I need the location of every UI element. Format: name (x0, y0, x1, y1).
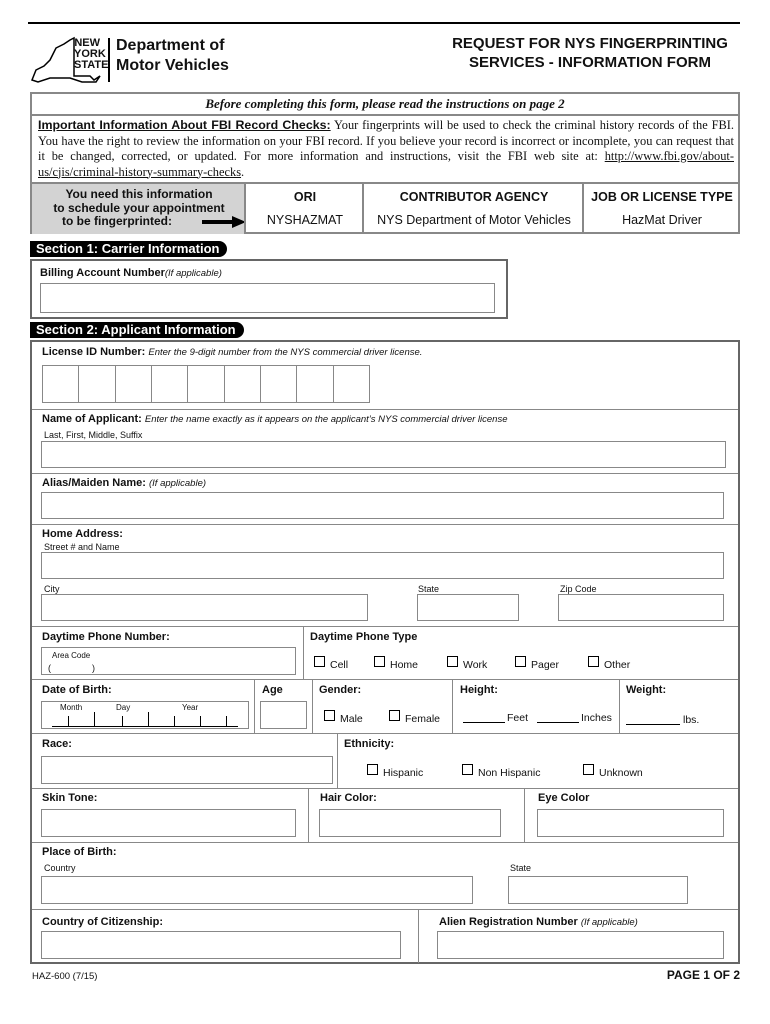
divider-vertical (312, 680, 313, 733)
pob-country-sublabel: Country (44, 863, 76, 873)
cell-checkbox[interactable] (314, 656, 325, 667)
feet-input[interactable] (463, 722, 505, 723)
age-input[interactable] (260, 701, 307, 729)
hispanic-checkbox[interactable] (367, 764, 378, 775)
divider (32, 679, 738, 680)
state-input[interactable] (417, 594, 519, 621)
dob-tick (122, 716, 123, 726)
agency-column: CONTRIBUTOR AGENCY NYS Department of Motor Vehicles (362, 184, 584, 234)
right-arrow-icon (202, 216, 246, 228)
divider-vertical (524, 789, 525, 842)
top-rule (28, 22, 740, 24)
divider (32, 473, 738, 474)
license-label: License ID Number: Enter the 9-digit number from the NYS commercial driver license. (42, 346, 423, 358)
address-label: Home Address: (42, 528, 123, 540)
home-checkbox[interactable] (374, 656, 385, 667)
divider (32, 909, 738, 910)
other-checkbox[interactable] (588, 656, 599, 667)
logo-state-text: NEW YORK STATE (74, 37, 109, 71)
appointment-note: You need this information to schedule your appointment to be fingerprinted: (32, 184, 246, 234)
inches-label: Inches (581, 712, 612, 724)
unknown-label: Unknown (599, 767, 643, 779)
non-hispanic-checkbox[interactable] (462, 764, 473, 775)
billing-account-input[interactable] (40, 283, 495, 313)
digit-box[interactable] (188, 366, 224, 402)
fbi-notice: Important Information About FBI Record Checks: Your fingerprints will be used to check the criminal history records of the FBI. You have the right to review the information on your FBI record. If you believe your record is incorrect or incomplete, you can request that it be changed, corrected, or updated. For more information and instructions, visit the FBI web site at: http://www.fbi.gov/about-us/cjis/criminal-history-summary-checks. (38, 118, 734, 179)
dmv-logo (30, 36, 250, 90)
form-id: HAZ-600 (7/15) (32, 971, 98, 982)
age-label: Age (262, 684, 283, 696)
digit-box[interactable] (43, 366, 79, 402)
female-checkbox[interactable] (389, 710, 400, 721)
eye-color-label: Eye Color (538, 792, 590, 804)
hispanic-label: Hispanic (383, 767, 424, 779)
zip-sublabel: Zip Code (560, 584, 597, 594)
divider (32, 733, 738, 734)
dob-tick (174, 716, 175, 726)
day-label: Day (116, 703, 131, 712)
pager-label: Pager (531, 659, 560, 671)
hair-color-input[interactable] (319, 809, 501, 837)
eye-color-input[interactable] (537, 809, 724, 837)
dob-baseline (52, 726, 238, 727)
divider (32, 842, 738, 843)
pob-state-sublabel: State (510, 863, 532, 873)
work-label: Work (463, 659, 488, 671)
gender-label: Gender: (319, 684, 362, 696)
weight-input[interactable] (626, 724, 680, 725)
dob-tick (226, 716, 227, 726)
dob-label: Date of Birth: (42, 684, 112, 696)
work-checkbox[interactable] (447, 656, 458, 667)
pob-label: Place of Birth: (42, 846, 117, 858)
city-input[interactable] (41, 594, 368, 621)
applicant-name-input[interactable] (41, 441, 726, 468)
inches-input[interactable] (537, 722, 579, 723)
dob-input[interactable] (41, 701, 249, 729)
notice-box (30, 92, 740, 234)
section1-title: Section 1: Carrier Information (30, 241, 227, 257)
ethnicity-label: Ethnicity: (344, 738, 395, 750)
logo-divider (108, 38, 110, 82)
phone-input[interactable] (41, 647, 296, 675)
appointment-info-row (32, 182, 738, 234)
phone-label: Daytime Phone Number: (42, 631, 170, 643)
citizenship-input[interactable] (41, 931, 401, 959)
name-sublabel: Last, First, Middle, Suffix (44, 430, 143, 440)
city-sublabel: City (44, 584, 60, 594)
job-column: JOB OR LICENSE TYPE HazMat Driver (582, 184, 740, 234)
race-input[interactable] (41, 756, 333, 784)
pob-country-input[interactable] (41, 876, 473, 904)
skin-tone-input[interactable] (41, 809, 296, 837)
divider-vertical (254, 680, 255, 733)
alias-label: Alias/Maiden Name: (If applicable) (42, 477, 207, 489)
pob-state-input[interactable] (508, 876, 688, 904)
divider-vertical (337, 734, 338, 788)
ori-column: ORI NYSHAZMAT (244, 184, 364, 234)
form-title: REQUEST FOR NYS FINGERPRINTING SERVICES - INFORMATION FORM (452, 35, 728, 71)
divider-vertical (303, 627, 304, 679)
section1-box (30, 259, 508, 319)
digit-box[interactable] (261, 366, 297, 402)
month-label: Month (60, 703, 83, 712)
section2-title: Section 2: Applicant Information (30, 322, 244, 338)
alien-number-label: Alien Registration Number (If applicable) (439, 916, 638, 928)
dob-tick (68, 716, 69, 726)
dob-tick (148, 712, 149, 726)
digit-box[interactable] (225, 366, 261, 402)
notice-heading: Before completing this form, please read the instructions on page 2 (32, 94, 738, 116)
year-label: Year (182, 703, 199, 712)
weight-label: Weight: (626, 684, 667, 696)
phone-type-label: Daytime Phone Type (310, 631, 418, 643)
state-sublabel: State (418, 584, 440, 594)
divider-vertical (308, 789, 309, 842)
feet-label: Feet (507, 712, 529, 724)
pager-checkbox[interactable] (515, 656, 526, 667)
alien-number-input[interactable] (437, 931, 724, 959)
male-checkbox[interactable] (324, 710, 335, 721)
male-label: Male (340, 713, 363, 725)
dob-tick (94, 712, 95, 726)
home-label: Home (390, 659, 419, 671)
paren-open: ( (48, 663, 51, 673)
digit-box[interactable] (152, 366, 188, 402)
license-id-input[interactable] (42, 365, 370, 403)
street-sublabel: Street # and Name (44, 542, 120, 552)
alias-input[interactable] (41, 492, 724, 519)
divider (32, 524, 738, 525)
divider (32, 626, 738, 627)
other-label: Other (604, 659, 631, 671)
divider-vertical (418, 910, 419, 963)
divider-vertical (452, 680, 453, 733)
fbi-link[interactable]: http://www.fbi.gov/about-us/cjis/criminal-history-summary-checks (38, 149, 734, 179)
digit-box[interactable] (79, 366, 115, 402)
billing-label: Billing Account Number(If applicable) (40, 267, 222, 279)
divider-vertical (619, 680, 620, 733)
female-label: Female (405, 713, 441, 725)
race-label: Race: (42, 738, 72, 750)
citizenship-label: Country of Citizenship: (42, 916, 163, 928)
name-label: Name of Applicant: Enter the name exactly as it appears on the applicant’s NYS commercial driver license (42, 413, 508, 425)
height-label: Height: (460, 684, 498, 696)
department-name: Department of Motor Vehicles (116, 37, 229, 74)
skin-tone-label: Skin Tone: (42, 792, 98, 804)
cell-label: Cell (330, 659, 349, 671)
digit-box[interactable] (334, 366, 369, 402)
dob-tick (200, 716, 201, 726)
non-hispanic-label: Non Hispanic (478, 767, 541, 779)
divider (32, 788, 738, 789)
page-number: PAGE 1 OF 2 (666, 968, 740, 982)
hair-color-label: Hair Color: (320, 792, 377, 804)
paren-close: ) (92, 663, 95, 673)
digit-box[interactable] (116, 366, 152, 402)
digit-box[interactable] (297, 366, 333, 402)
lbs-label: lbs. (683, 714, 700, 726)
unknown-checkbox[interactable] (583, 764, 594, 775)
divider (32, 409, 738, 410)
street-input[interactable] (41, 552, 724, 579)
zip-input[interactable] (558, 594, 724, 621)
area-code-label: Area Code (52, 651, 91, 660)
